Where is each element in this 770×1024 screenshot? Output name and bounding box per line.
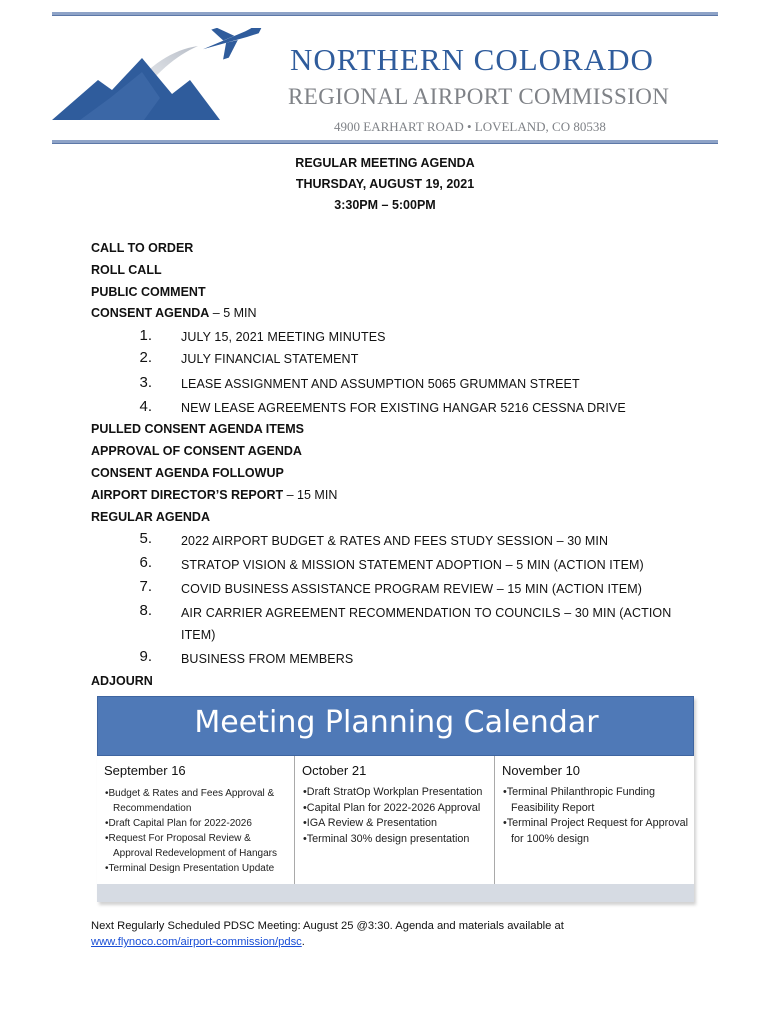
calendar-item-list [104,786,290,876]
agenda-item: 2022 AIRPORT BUDGET & RATES AND FEES STUDY SESSION – 30 MIN [181,534,609,548]
calendar-column-date: September 16 [104,763,186,778]
calendar-item: • Terminal Design Presentation Update [104,861,290,876]
calendar-bottom-band [97,884,694,902]
calendar-column-september [97,756,295,884]
agenda-item-number: 7. [139,578,152,595]
regular-agenda-heading: REGULAR AGENDA [91,510,210,524]
agenda-item-number: 3. [139,374,152,391]
letterhead-bottom-rule [52,140,718,144]
adjourn: ADJOURN [91,674,153,688]
consent-agenda-heading [91,306,257,320]
call-to-order: CALL TO ORDER [91,241,194,255]
calendar-column-november [495,756,694,884]
org-address: 4900 EARHART ROAD • LOVELAND, CO 80538 [334,119,606,134]
consent-agenda-duration: – 5 MIN [209,306,257,320]
calendar-item: • Budget & Rates and Fees Approval & Recommendation [104,786,290,816]
meeting-date: THURSDAY, AUGUST 19, 2021 [295,177,475,191]
calendar-column-october [295,756,495,884]
public-comment: PUBLIC COMMENT [91,285,206,299]
calendar-item: • Terminal Philanthropic Funding Feasibility Report [502,785,688,816]
agenda-item-number: 1. [139,327,152,344]
agenda-item: BUSINESS FROM MEMBERS [181,652,354,666]
calendar-item-list [302,785,490,847]
agenda-item: NEW LEASE AGREEMENTS FOR EXISTING HANGAR 5216 CESSNA DRIVE [181,401,626,415]
agenda-item-number: 6. [139,554,152,571]
agenda-item-number: 9. [139,648,152,665]
roll-call: ROLL CALL [91,263,162,277]
calendar-item: • Request For Proposal Review & Approval Redevelopment of Hangars [104,831,290,861]
agenda-item: COVID BUSINESS ASSISTANCE PROGRAM REVIEW – 15 MIN (ACTION ITEM) [181,582,642,596]
org-subtitle: REGIONAL AIRPORT COMMISSION [288,84,670,109]
consent-agenda-label: CONSENT AGENDA [91,306,210,320]
meeting-time: 3:30PM – 5:00PM [334,198,436,212]
agenda-item-number: 2. [139,349,152,366]
agenda-item-number: 5. [139,530,152,547]
calendar-title: Meeting Planning Calendar [194,705,599,740]
calendar-item: • Draft StratOp Workplan Presentation [302,785,490,801]
org-name: NORTHERN COLORADO [290,42,654,77]
letterhead-top-rule [52,12,718,16]
calendar-item: • Draft Capital Plan for 2022-2026 [104,816,290,831]
meeting-title: REGULAR MEETING AGENDA [295,156,475,170]
agenda-item: JULY 15, 2021 MEETING MINUTES [181,330,386,344]
agenda-item-number: 4. [139,398,152,415]
approval-consent-agenda: APPROVAL OF CONSENT AGENDA [91,444,302,458]
calendar-column-date: October 21 [302,763,367,778]
calendar-item-list [502,785,688,847]
footer-note [91,918,691,950]
footer-end: . [301,936,305,948]
agenda-item-number: 8. [139,602,152,619]
director-report-duration: – 15 MIN [283,488,338,502]
consent-agenda-followup: CONSENT AGENDA FOLLOWUP [91,466,284,480]
calendar-item: • IGA Review & Presentation [302,816,490,832]
meeting-planning-calendar [97,696,694,902]
agenda-item: STRATOP VISION & MISSION STATEMENT ADOPTION – 5 MIN (ACTION ITEM) [181,558,644,572]
calendar-item: • Capital Plan for 2022-2026 Approval [302,801,490,817]
pdsc-link[interactable]: www.flynoco.com/airport-commission/pdsc [91,936,302,948]
footer-text: Next Regularly Scheduled PDSC Meeting: August 25 @3:30. Agenda and materials available at [91,920,564,932]
calendar-header [97,696,694,756]
calendar-item: • Terminal Project Request for Approval for 100% design [502,816,688,847]
agenda-item: LEASE ASSIGNMENT AND ASSUMPTION 5065 GRUMMAN STREET [181,377,580,391]
airport-logo-icon [50,28,280,124]
agenda-item: AIR CARRIER AGREEMENT RECOMMENDATION TO COUNCILS – 30 MIN (ACTION [181,606,672,620]
director-report-heading [91,488,337,502]
agenda-item-continued: ITEM) [181,628,216,642]
calendar-item: • Terminal 30% design presentation [302,832,490,848]
calendar-column-date: November 10 [502,763,581,778]
director-report-label: AIRPORT DIRECTOR’S REPORT [91,488,284,502]
pulled-consent-items: PULLED CONSENT AGENDA ITEMS [91,422,304,436]
agenda-item: JULY FINANCIAL STATEMENT [181,352,359,366]
